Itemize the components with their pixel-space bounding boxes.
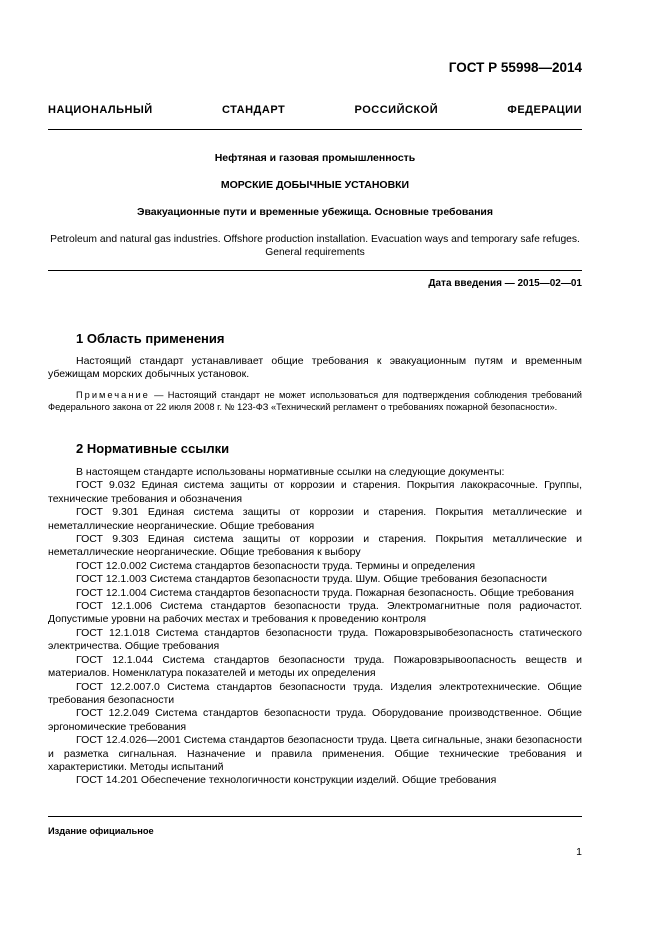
reference-item: ГОСТ 12.2.007.0 Система стандартов безопасности труда. Изделия электротехнические. Общие требования безопасности [48, 680, 582, 706]
reference-item: ГОСТ 12.1.044 Система стандартов безопасности труда. Пожаровзрывоопасность веществ и материалов. Номенклатура показателей и методы их определения [48, 653, 582, 680]
top-divider [48, 129, 582, 130]
reference-item: ГОСТ 12.1.003 Система стандартов безопасности труда. Шум. Общие требования безопасности [76, 573, 547, 586]
reference-item: ГОСТ 14.201 Обеспечение технологичности конструкции изделий. Общие требования [76, 774, 497, 787]
title-divider [48, 270, 582, 271]
note-text: — Настоящий стандарт не может использоваться для подтверждения соблюдения требований Федерального закона от 22 июля 2008 г. № 123-ФЗ «Технический регламент о требованиях пожарной безопасности». [48, 390, 582, 413]
subtitle: Эвакуационные пути и временные убежища. Основные требования [136, 206, 494, 218]
reference-item: ГОСТ 9.301 Единая система защиты от коррозии и старения. Покрытия металлические и неметаллические неорганические. Общие требования [48, 506, 582, 532]
section-2-heading: 2 Нормативные ссылки [76, 441, 230, 456]
industry-title: Нефтяная и газовая промышленность [214, 152, 416, 164]
reference-item: ГОСТ 12.1.004 Система стандартов безопасности труда. Пожарная безопасность. Общие требования [76, 586, 574, 599]
note-label: Примечание [76, 390, 150, 400]
reference-item: ГОСТ 9.303 Единая система защиты от коррозии и старения. Покрытия металлические и неметаллические неорганические. Общие требования к выбору [48, 533, 582, 559]
english-title-line-1: Petroleum and natural gas industries. Offshore production installation. Evacuation ways and temporary safe refuges. [50, 234, 580, 245]
section-1-note [48, 389, 582, 413]
reference-item: ГОСТ 12.4.026—2001 Система стандартов безопасности труда. Цвета сигнальные, знаки безопасности и разметка сигнальная. Назначение и правила применения. Общие технические требования и характеристики. Методы испытаний [48, 734, 582, 773]
official-edition-label: Издание официальное [48, 826, 154, 836]
reference-item: ГОСТ 12.1.006 Система стандартов безопасности труда. Электромагнитные поля радиочастот. Допустимые уровни на рабочих местах и требования к проведению контроля [48, 600, 582, 626]
english-title [48, 233, 582, 259]
reference-item: ГОСТ 12.2.049 Система стандартов безопасности труда. Оборудование производственное. Общие эргономические требования [48, 707, 582, 733]
main-title: МОРСКИЕ ДОБЫЧНЫЕ УСТАНОВКИ [220, 179, 410, 191]
references-intro: В настоящем стандарте использованы нормативные ссылки на следующие документы: [76, 466, 505, 478]
reference-item: ГОСТ 9.032 Единая система защиты от коррозии и старения. Покрытия лакокрасочные. Группы, технические требования и обозначения [48, 479, 582, 505]
footer-divider [48, 816, 582, 817]
page-number: 1 [576, 846, 582, 858]
introduction-date: Дата введения — 2015—02—01 [428, 278, 582, 289]
english-title-line-2: General requirements [265, 247, 365, 258]
section-1-paragraph: Настоящий стандарт устанавливает общие требования к эвакуационным путям и временным убежищам морских добычных установок. [48, 355, 582, 381]
section-1-heading: 1 Область применения [76, 331, 225, 346]
reference-item: ГОСТ 12.1.018 Система стандартов безопасности труда. Пожаровзрывобезопасность статического электричества. Общие требования [48, 626, 582, 653]
reference-item: ГОСТ 12.0.002 Система стандартов безопасности труда. Термины и определения [76, 559, 476, 572]
document-number: ГОСТ Р 55998—2014 [448, 60, 582, 75]
normative-references-list [48, 466, 582, 788]
national-standard-title: НАЦИОНАЛЬНЫЙ СТАНДАРТ РОССИЙСКОЙ ФЕДЕРАЦИИ [48, 104, 582, 116]
